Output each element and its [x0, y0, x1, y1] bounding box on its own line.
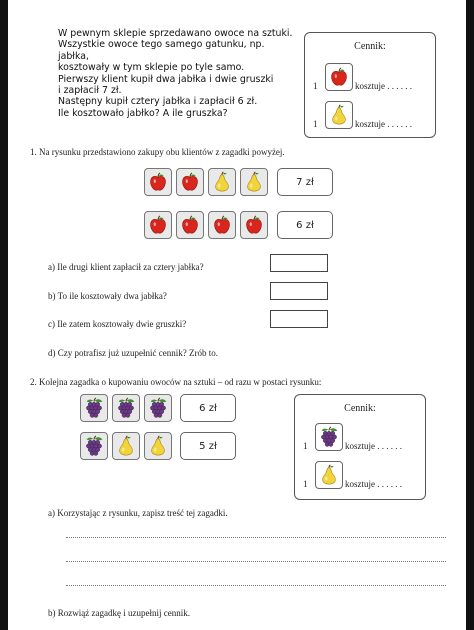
worksheet-page: [8, 0, 466, 630]
price-row-pear: [303, 461, 402, 489]
grapes-icon: [315, 423, 343, 451]
grapes-icon: [80, 432, 108, 460]
answer-line[interactable]: [66, 561, 446, 562]
page-edge-right: [466, 0, 474, 630]
pear-icon: [240, 168, 268, 196]
intro-text: [58, 28, 298, 119]
price-list-title: Cennik:: [354, 41, 386, 52]
task2-heading: 2. Kolejna zagadka o kupowaniu owoców na sztuki – od razu w postaci rysunku:: [30, 377, 322, 387]
task1-heading: 1. Na rysunku przedstawiono zakupy obu klientów z zagadki powyżej.: [30, 147, 285, 157]
intro-line: kosztowały w tym sklepie po tyle samo.: [58, 62, 245, 74]
price-row-count: 1: [313, 119, 318, 129]
intro-line: i zapłacił 7 zł.: [58, 85, 122, 97]
answer-line[interactable]: [66, 537, 446, 538]
grapes-icon: [112, 394, 140, 422]
price-row-apple: [313, 63, 412, 91]
purchase-amount: 5 zł: [180, 432, 236, 460]
purchase-amount: 6 zł: [180, 394, 236, 422]
apple-icon: [144, 168, 172, 196]
grapes-icon: [80, 394, 108, 422]
price-list-2: [294, 394, 426, 500]
question-d: d) Czy potrafisz już uzupełnić cennik? Zrób to.: [48, 348, 218, 358]
question-a: a) Ile drugi klient zapłacił za cztery jabłka?: [48, 262, 204, 272]
pear-icon: [208, 168, 236, 196]
price-row-label: kosztuje . . . . . .: [345, 441, 402, 451]
answer-line[interactable]: [66, 585, 446, 586]
apple-icon: [240, 211, 268, 239]
price-list-title: Cennik:: [344, 403, 376, 414]
apple-icon: [144, 211, 172, 239]
grapes-icon: [144, 394, 172, 422]
task2-question-b: b) Rozwiąż zagadkę i uzupełnij cennik.: [48, 608, 190, 618]
price-list-1: [304, 32, 436, 138]
price-row-label: kosztuje . . . . . .: [345, 479, 402, 489]
apple-icon: [208, 211, 236, 239]
price-row-label: kosztuje . . . . . .: [355, 119, 412, 129]
apple-icon: [176, 168, 204, 196]
price-row-grapes: [303, 423, 402, 451]
apple-icon: [176, 211, 204, 239]
question-b: b) To ile kosztowały dwa jabłka?: [48, 291, 167, 301]
apple-icon: [325, 63, 353, 91]
intro-line: Pierwszy klient kupił dwa jabłka i dwie gruszki: [58, 73, 274, 85]
intro-line: Następny kupił cztery jabłka i zapłacił 6 zł.: [58, 96, 258, 108]
page-edge-left: [0, 0, 8, 630]
answer-box-c[interactable]: [270, 310, 328, 328]
task2-question-a: a) Korzystając z rysunku, zapisz treść tej zagadki.: [48, 508, 228, 518]
intro-line: Ile kosztowało jabłko? A ile gruszka?: [58, 107, 228, 119]
price-row-label: kosztuje . . . . . .: [355, 81, 412, 91]
purchase-amount: 7 zł: [277, 168, 333, 196]
purchase-amount: 6 zł: [277, 211, 333, 239]
question-c: c) Ile zatem kosztowały dwie gruszki?: [48, 319, 187, 329]
intro-line: W pewnym sklepie sprzedawano owoce na sztuki.: [58, 28, 293, 39]
answer-box-a[interactable]: [270, 254, 328, 272]
answer-box-b[interactable]: [270, 282, 328, 300]
pear-icon: [112, 432, 140, 460]
price-row-count: 1: [313, 81, 318, 91]
pear-icon: [315, 461, 343, 489]
pear-icon: [144, 432, 172, 460]
price-row-count: 1: [303, 479, 308, 489]
pear-icon: [325, 101, 353, 129]
price-row-count: 1: [303, 441, 308, 451]
price-row-pear: [313, 101, 412, 129]
intro-line: Wszystkie owoce tego samego gatunku, np. jabłka,: [58, 39, 265, 62]
